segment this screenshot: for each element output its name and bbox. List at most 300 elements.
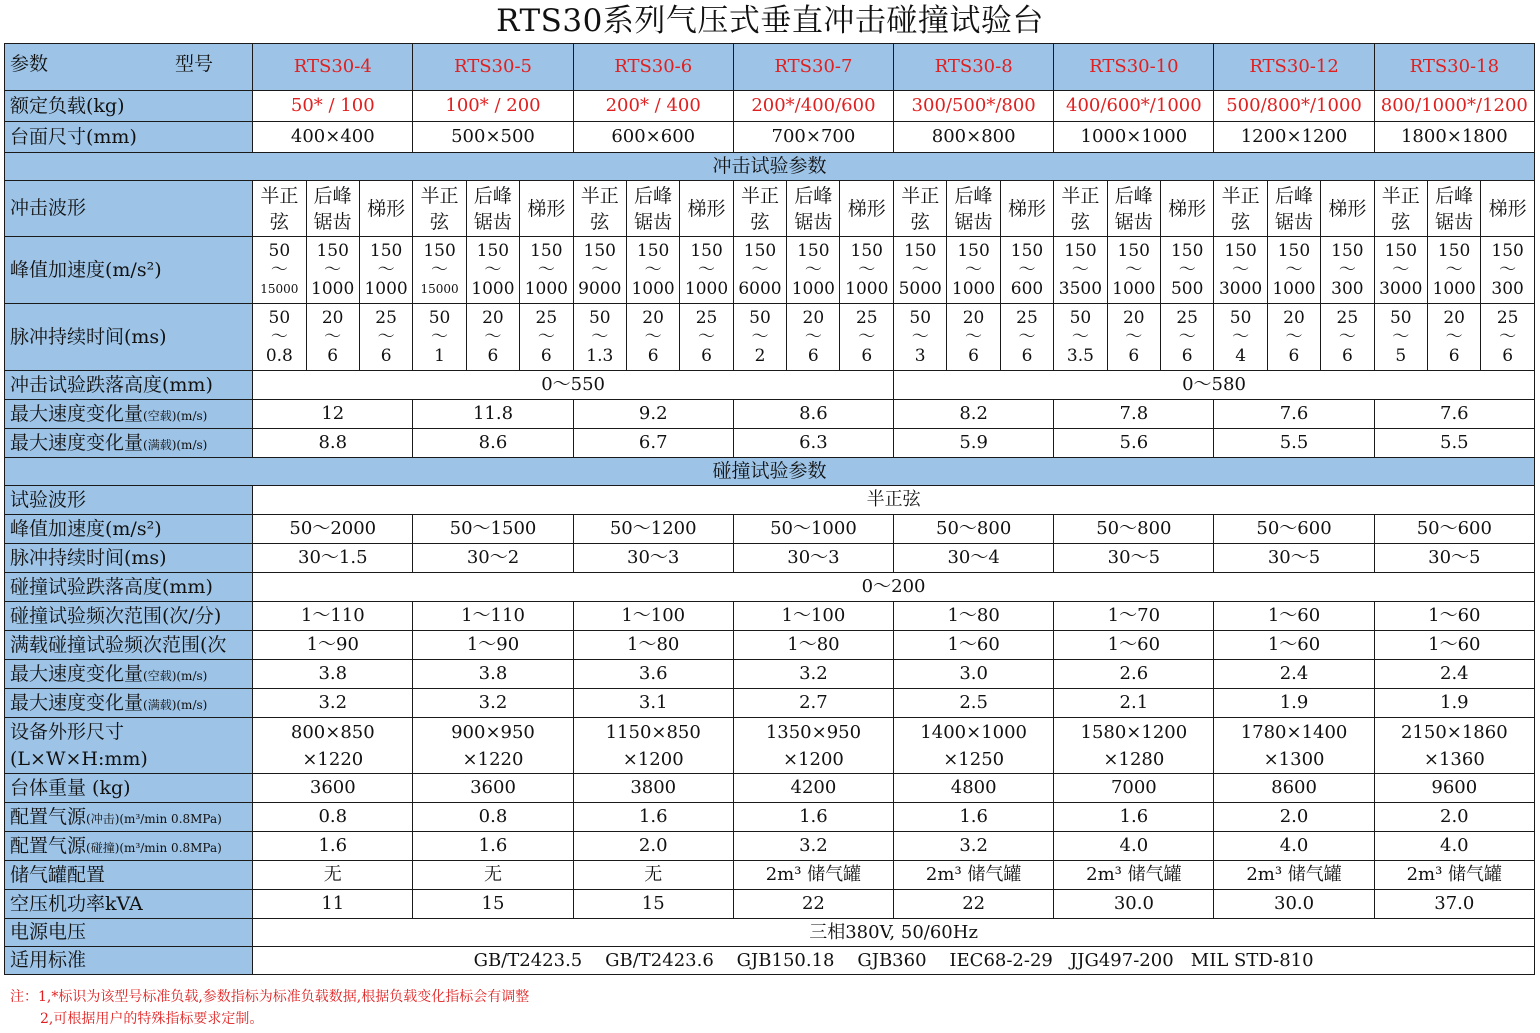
air-bump-value: 3.2	[733, 832, 893, 861]
shock-drop-height-label: 冲击试验跌落高度(mm)	[5, 371, 253, 400]
range-stack	[574, 309, 626, 366]
waveform-type: 后峰锯齿	[634, 184, 673, 233]
bump-freq-full-value: 1～80	[733, 631, 893, 660]
dimensions-value	[253, 719, 412, 773]
dimensions-value	[1054, 719, 1213, 773]
dimensions-value	[734, 719, 893, 773]
range-sep: ～	[1071, 326, 1089, 347]
table-row	[5, 947, 1535, 975]
bump-pulse-value: 30～5	[1214, 544, 1374, 573]
waveform-type: 半正弦	[740, 184, 779, 233]
range-sep: ～	[431, 259, 449, 280]
rated-load-label: 额定负载(kg)	[5, 91, 253, 122]
peak-accel-cell	[1054, 237, 1107, 304]
range-sep: ～	[431, 326, 449, 347]
shock-dv-empty-value: 11.8	[413, 400, 573, 429]
range-max: 3500	[1058, 278, 1103, 299]
range-sep: ～	[804, 326, 822, 347]
waveform-cell	[626, 181, 679, 237]
bump-dv-empty-value: 2.4	[1214, 660, 1374, 689]
range-sep: ～	[911, 259, 929, 280]
bump-dv-empty-label	[5, 660, 253, 689]
air-bump-label-text	[10, 835, 222, 857]
range-sep: ～	[1232, 259, 1250, 280]
table-size-value: 500×500	[413, 122, 573, 153]
range-stack	[1214, 242, 1266, 299]
dimensions-value	[413, 719, 572, 773]
shock-dv-empty-value: 12	[253, 400, 413, 429]
bump-dv-empty-label-text	[10, 663, 207, 685]
peak-accel-cell	[1267, 237, 1320, 304]
tank-value: 无	[413, 861, 573, 890]
bump-section-header: 碰撞试验参数	[5, 458, 1535, 486]
range-sep: ～	[804, 259, 822, 280]
dimensions-value	[894, 719, 1053, 773]
bump-dv-full-label-text-sub: (满载)(m/s)	[143, 697, 208, 712]
range-sep: ～	[1338, 326, 1356, 347]
waveform-type: 半正弦	[420, 184, 459, 233]
pulse-cell	[413, 304, 466, 371]
dimensions-cell	[894, 718, 1054, 774]
range-stack	[413, 242, 465, 299]
air-bump-label-text-main: 配置气源	[10, 834, 87, 857]
notes	[10, 986, 529, 1030]
waveform-type: 梯形	[847, 197, 886, 220]
bump-pulse-value: 30～5	[1374, 544, 1534, 573]
range-max: 15000	[420, 281, 459, 296]
bump-dv-full-value: 3.2	[413, 689, 573, 718]
air-bump-value: 2.0	[573, 832, 733, 861]
dimensions-line-2: ×1220	[462, 748, 524, 770]
bump-freq-full-value: 1～90	[413, 631, 573, 660]
range-sep: ～	[1445, 259, 1463, 280]
range-min: 20	[482, 307, 504, 328]
range-max: 6	[1341, 345, 1353, 366]
table-row	[5, 237, 1535, 304]
table-row	[5, 861, 1535, 890]
bump-freq-value: 1～60	[1374, 602, 1534, 631]
bump-peak-accel-value: 50～1000	[733, 515, 893, 544]
table-row	[5, 91, 1535, 122]
range-max: 300	[1491, 278, 1524, 299]
pulse-cell	[1427, 304, 1480, 371]
bump-peak-accel-value: 50～800	[894, 515, 1054, 544]
range-stack	[1214, 309, 1266, 366]
waveform-cell	[1000, 181, 1054, 237]
range-max: 3000	[1218, 278, 1263, 299]
waveform-cell	[840, 181, 894, 237]
table-size-value: 1200×1200	[1214, 122, 1374, 153]
tank-value: 2m³ 储气罐	[733, 861, 893, 890]
waveform-type: 半正弦	[260, 184, 299, 233]
air-shock-label-text	[10, 806, 222, 828]
shock-dv-empty-label-text-sub: (空载)(m/s)	[143, 408, 208, 423]
air-shock-value: 1.6	[573, 803, 733, 832]
range-min: 150	[1117, 240, 1150, 261]
bump-pulse-value: 30～5	[1054, 544, 1214, 573]
bump-dv-empty-value: 3.8	[413, 660, 573, 689]
table-row	[5, 153, 1535, 181]
range-min: 150	[1331, 240, 1364, 261]
range-min: 50	[268, 307, 291, 328]
air-shock-label	[5, 803, 253, 832]
compressor-value: 22	[894, 890, 1054, 919]
range-sep: ～	[1285, 326, 1303, 347]
range-min: 150	[1277, 240, 1311, 261]
shock-dv-empty-label-text-main: 最大速度变化量	[10, 402, 144, 425]
bump-dv-full-value: 3.1	[573, 689, 733, 718]
range-stack	[253, 309, 305, 366]
tank-value: 2m³ 储气罐	[894, 861, 1054, 890]
compressor-label: 空压机功率kVA	[5, 890, 253, 919]
pulse-cell	[359, 304, 413, 371]
range-stack	[253, 242, 305, 299]
tank-value: 2m³ 储气罐	[1374, 861, 1534, 890]
pulse-cell	[466, 304, 519, 371]
table-row	[5, 631, 1535, 660]
waveform-cell	[1267, 181, 1320, 237]
range-max: 6	[1448, 345, 1460, 366]
tank-value: 无	[573, 861, 733, 890]
bump-pulse-value: 30～2	[413, 544, 573, 573]
range-max: 1000	[951, 278, 996, 299]
bump-freq-value: 1～100	[573, 602, 733, 631]
range-max: 6	[701, 345, 712, 366]
table-row	[5, 890, 1535, 919]
range-stack	[680, 309, 733, 366]
shock-dv-full-value: 5.9	[894, 429, 1054, 458]
range-stack	[1428, 242, 1480, 299]
range-min: 50	[909, 307, 932, 328]
bump-dv-empty-value: 3.6	[573, 660, 733, 689]
waveform-type: 后峰锯齿	[954, 184, 993, 233]
range-sep: ～	[1018, 259, 1036, 280]
range-max: 1.3	[586, 345, 614, 366]
compressor-value: 22	[733, 890, 893, 919]
range-min: 150	[1010, 240, 1044, 261]
waveform-type: 后峰锯齿	[1435, 184, 1474, 233]
range-max: 5	[1395, 345, 1407, 366]
range-min: 150	[1224, 240, 1257, 261]
tank-value: 2m³ 储气罐	[1054, 861, 1214, 890]
range-stack	[1428, 309, 1480, 366]
range-max: 6	[1021, 345, 1033, 366]
shock-pulse-label: 脉冲持续时间(ms)	[5, 304, 253, 371]
range-min: 150	[476, 240, 510, 261]
shock-dv-full-value: 5.5	[1214, 429, 1374, 458]
shock-dv-empty-value: 7.8	[1054, 400, 1214, 429]
dimensions-line-1: 1400×1000	[920, 721, 1027, 743]
table-row	[5, 400, 1535, 429]
range-sep: ～	[537, 326, 555, 347]
tank-value: 2m³ 储气罐	[1214, 861, 1374, 890]
model-header: RTS30-4	[253, 44, 413, 91]
range-sep: ～	[324, 259, 342, 280]
dimensions-cell	[733, 718, 893, 774]
range-stack	[787, 242, 839, 299]
table-size-value: 1000×1000	[1054, 122, 1214, 153]
compressor-value: 15	[573, 890, 733, 919]
range-max: 6	[380, 345, 392, 366]
peak-accel-cell	[1107, 237, 1160, 304]
dimensions-line-2: ×1200	[622, 748, 684, 770]
bump-freq-label: 碰撞试验频次范围(次/分)	[5, 602, 253, 631]
range-max: 6	[1288, 345, 1300, 366]
range-stack	[1108, 309, 1160, 366]
bump-pulse-value: 30～1.5	[253, 544, 413, 573]
waveform-type: 半正弦	[1061, 184, 1100, 233]
pulse-cell	[733, 304, 786, 371]
model-header: RTS30-7	[733, 44, 893, 91]
peak-accel-cell	[680, 237, 734, 304]
range-sep: ～	[1499, 326, 1517, 347]
table-row	[5, 44, 1535, 91]
range-stack	[360, 309, 413, 366]
dimensions-line-2: ×1280	[1103, 748, 1165, 770]
dimensions-line-2: ×1250	[943, 748, 1005, 770]
range-sep: ～	[1338, 259, 1356, 280]
bump-pulse-value: 30～3	[733, 544, 893, 573]
waveform-cell	[253, 181, 306, 237]
range-sep: ～	[1285, 259, 1303, 280]
range-sep: ～	[751, 326, 769, 347]
range-max: 1	[434, 345, 445, 366]
dimensions-line-1: 2150×1860	[1400, 721, 1508, 743]
range-max: 0.8	[265, 345, 293, 366]
range-stack	[307, 309, 359, 366]
range-sep: ～	[911, 326, 929, 347]
range-stack	[1268, 242, 1320, 299]
shock-dv-full-label-text-sub: (满载)(m/s)	[143, 437, 208, 452]
spec-table	[4, 43, 1535, 975]
range-min: 150	[583, 240, 616, 261]
rated-load-value: 500/800*/1000	[1214, 91, 1374, 122]
range-sep: ～	[858, 326, 876, 347]
dimensions-line-2: ×1220	[302, 748, 364, 770]
rated-load-value: 50* / 100	[253, 91, 413, 122]
air-shock-value: 1.6	[894, 803, 1054, 832]
shock-dv-full-label	[5, 429, 253, 458]
range-stack	[1375, 242, 1427, 299]
bump-drop-height-label: 碰撞试验跌落高度(mm)	[5, 573, 253, 602]
range-min: 150	[690, 240, 723, 261]
pulse-cell	[1481, 304, 1535, 371]
tank-label: 储气罐配置	[5, 861, 253, 890]
range-min: 50	[428, 307, 451, 328]
table-row	[5, 429, 1535, 458]
bump-dv-empty-value: 2.4	[1374, 660, 1534, 689]
peak-accel-cell	[1374, 237, 1427, 304]
header-cell	[5, 44, 253, 91]
range-min: 20	[1283, 307, 1305, 328]
waveform-cell	[413, 181, 466, 237]
range-min: 20	[962, 307, 985, 328]
bump-pulse-value: 30～3	[573, 544, 733, 573]
waveform-cell	[1054, 181, 1107, 237]
peak-accel-cell	[359, 237, 413, 304]
peak-accel-cell	[894, 237, 947, 304]
range-stack	[360, 242, 413, 299]
table-row	[5, 304, 1535, 371]
peak-accel-cell	[947, 237, 1000, 304]
pulse-cell	[253, 304, 306, 371]
air-shock-value: 2.0	[1214, 803, 1374, 832]
range-stack	[627, 242, 679, 299]
waveform-cell	[1427, 181, 1480, 237]
table-row	[5, 919, 1535, 947]
weight-value: 3600	[413, 774, 573, 803]
range-max: 4	[1235, 345, 1247, 366]
range-sep: ～	[537, 259, 555, 280]
compressor-value: 37.0	[1374, 890, 1534, 919]
range-sep: ～	[270, 326, 288, 347]
range-max: 1000	[471, 278, 515, 299]
peak-accel-cell	[840, 237, 894, 304]
waveform-cell	[1481, 181, 1535, 237]
table-row	[5, 181, 1535, 237]
shock-dv-empty-value: 7.6	[1214, 400, 1374, 429]
peak-accel-cell	[626, 237, 679, 304]
shock-dv-empty-value: 7.6	[1374, 400, 1534, 429]
bump-freq-full-value: 1～60	[1054, 631, 1214, 660]
range-max: 3	[914, 345, 926, 366]
waveform-cell	[1160, 181, 1214, 237]
peak-accel-cell	[1481, 237, 1535, 304]
range-min: 20	[321, 307, 344, 328]
range-sep: ～	[1392, 259, 1410, 280]
air-shock-label-text-main: 配置气源	[10, 805, 87, 828]
dimensions-cell	[253, 718, 413, 774]
range-max: 6	[1502, 345, 1514, 366]
dimensions-label-1: 设备外形尺寸	[10, 720, 125, 743]
range-sep: ～	[698, 326, 716, 347]
bump-freq-full-label: 满载碰撞试验频次范围(次	[5, 631, 253, 660]
dimensions-value	[1375, 719, 1534, 773]
dimensions-cell	[573, 718, 733, 774]
range-max: 500	[1170, 278, 1204, 299]
dimensions-label-2: (L×W×H:mm)	[10, 747, 148, 770]
waveform-type: 半正弦	[1381, 184, 1420, 233]
bump-freq-value: 1～110	[253, 602, 413, 631]
range-stack	[1481, 309, 1534, 366]
range-stack	[1375, 309, 1427, 366]
bump-freq-value: 1～80	[894, 602, 1054, 631]
range-max: 1000	[1432, 278, 1476, 299]
table-row	[5, 602, 1535, 631]
range-min: 25	[695, 307, 718, 328]
model-header: RTS30-8	[894, 44, 1054, 91]
compressor-value: 15	[413, 890, 573, 919]
range-min: 150	[316, 240, 349, 261]
range-sep: ～	[377, 326, 395, 347]
table-row	[5, 544, 1535, 573]
range-min: 150	[957, 240, 990, 261]
shock-dv-empty-value: 8.6	[733, 400, 893, 429]
range-min: 25	[1176, 307, 1198, 328]
dimensions-line-2: ×1360	[1423, 748, 1485, 770]
dimensions-cell	[1374, 718, 1534, 774]
air-shock-value: 0.8	[413, 803, 573, 832]
bump-dv-empty-value: 2.6	[1054, 660, 1214, 689]
pulse-cell	[1374, 304, 1427, 371]
range-max: 600	[1010, 278, 1044, 299]
air-bump-value: 1.6	[253, 832, 413, 861]
bump-dv-full-value: 2.1	[1054, 689, 1214, 718]
bump-dv-full-value: 1.9	[1374, 689, 1534, 718]
waveform-type: 梯形	[1168, 197, 1207, 220]
waveform-cell	[573, 181, 626, 237]
bump-drop-height-value: 0～200	[253, 573, 1535, 602]
dimensions-cell	[413, 718, 573, 774]
range-min: 150	[1491, 240, 1524, 261]
waveform-cell	[466, 181, 519, 237]
table-row	[5, 689, 1535, 718]
range-min: 50	[268, 240, 291, 261]
table-size-value: 1800×1800	[1374, 122, 1534, 153]
range-max: 6	[968, 345, 979, 366]
weight-value: 3800	[573, 774, 733, 803]
range-min: 150	[1064, 240, 1097, 261]
rated-load-value: 800/1000*/1200	[1374, 91, 1534, 122]
range-sep: ～	[1071, 259, 1089, 280]
range-max: 15000	[260, 281, 299, 296]
range-max: 1000	[364, 278, 408, 299]
waveform-cell	[947, 181, 1000, 237]
range-sep: ～	[965, 326, 983, 347]
air-bump-value: 4.0	[1374, 832, 1534, 861]
weight-value: 8600	[1214, 774, 1374, 803]
page-title: RTS30系列气压式垂直冲击碰撞试验台	[496, 3, 1044, 39]
range-sep: ～	[1178, 259, 1196, 280]
bump-dv-full-label	[5, 689, 253, 718]
range-stack	[947, 242, 999, 299]
peak-accel-cell	[413, 237, 466, 304]
shock-peak-accel-label: 峰值加速度(m/s²)	[5, 237, 253, 304]
table-row	[5, 718, 1535, 774]
table-row	[5, 832, 1535, 861]
waveform-type: 后峰锯齿	[1114, 184, 1153, 233]
pulse-cell	[947, 304, 1000, 371]
range-sep: ～	[858, 259, 876, 280]
model-header: RTS30-12	[1214, 44, 1374, 91]
range-stack	[894, 242, 946, 299]
range-min: 20	[642, 307, 664, 328]
air-shock-value: 0.8	[253, 803, 413, 832]
dimensions-value	[574, 719, 733, 773]
peak-accel-cell	[787, 237, 840, 304]
standards-value: GB/T2423.5 GB/T2423.6 GJB150.18 GJB360 IEC68-2-29 JJG497-200 MIL STD-810	[253, 947, 1535, 975]
range-sep: ～	[644, 259, 662, 280]
range-max: 6	[1181, 345, 1193, 366]
range-max: 1000	[684, 278, 729, 299]
bump-freq-full-value: 1～80	[573, 631, 733, 660]
bump-dv-empty-value: 3.0	[894, 660, 1054, 689]
dimensions-line-2: ×1200	[782, 748, 844, 770]
pulse-cell	[1160, 304, 1214, 371]
shock-section-header: 冲击试验参数	[5, 153, 1535, 181]
model-header: RTS30-6	[573, 44, 733, 91]
range-stack	[1001, 242, 1054, 299]
shock-drop-height-value: 0～550	[253, 371, 894, 400]
bump-waveform-label: 试验波形	[5, 486, 253, 515]
waveform-type: 梯形	[687, 197, 726, 220]
table-size-value: 400×400	[253, 122, 413, 153]
waveform-type: 后峰锯齿	[313, 184, 352, 233]
range-max: 2	[754, 345, 766, 366]
table-row	[5, 371, 1535, 400]
bump-freq-value: 1～60	[1214, 602, 1374, 631]
range-max: 6	[807, 345, 819, 366]
